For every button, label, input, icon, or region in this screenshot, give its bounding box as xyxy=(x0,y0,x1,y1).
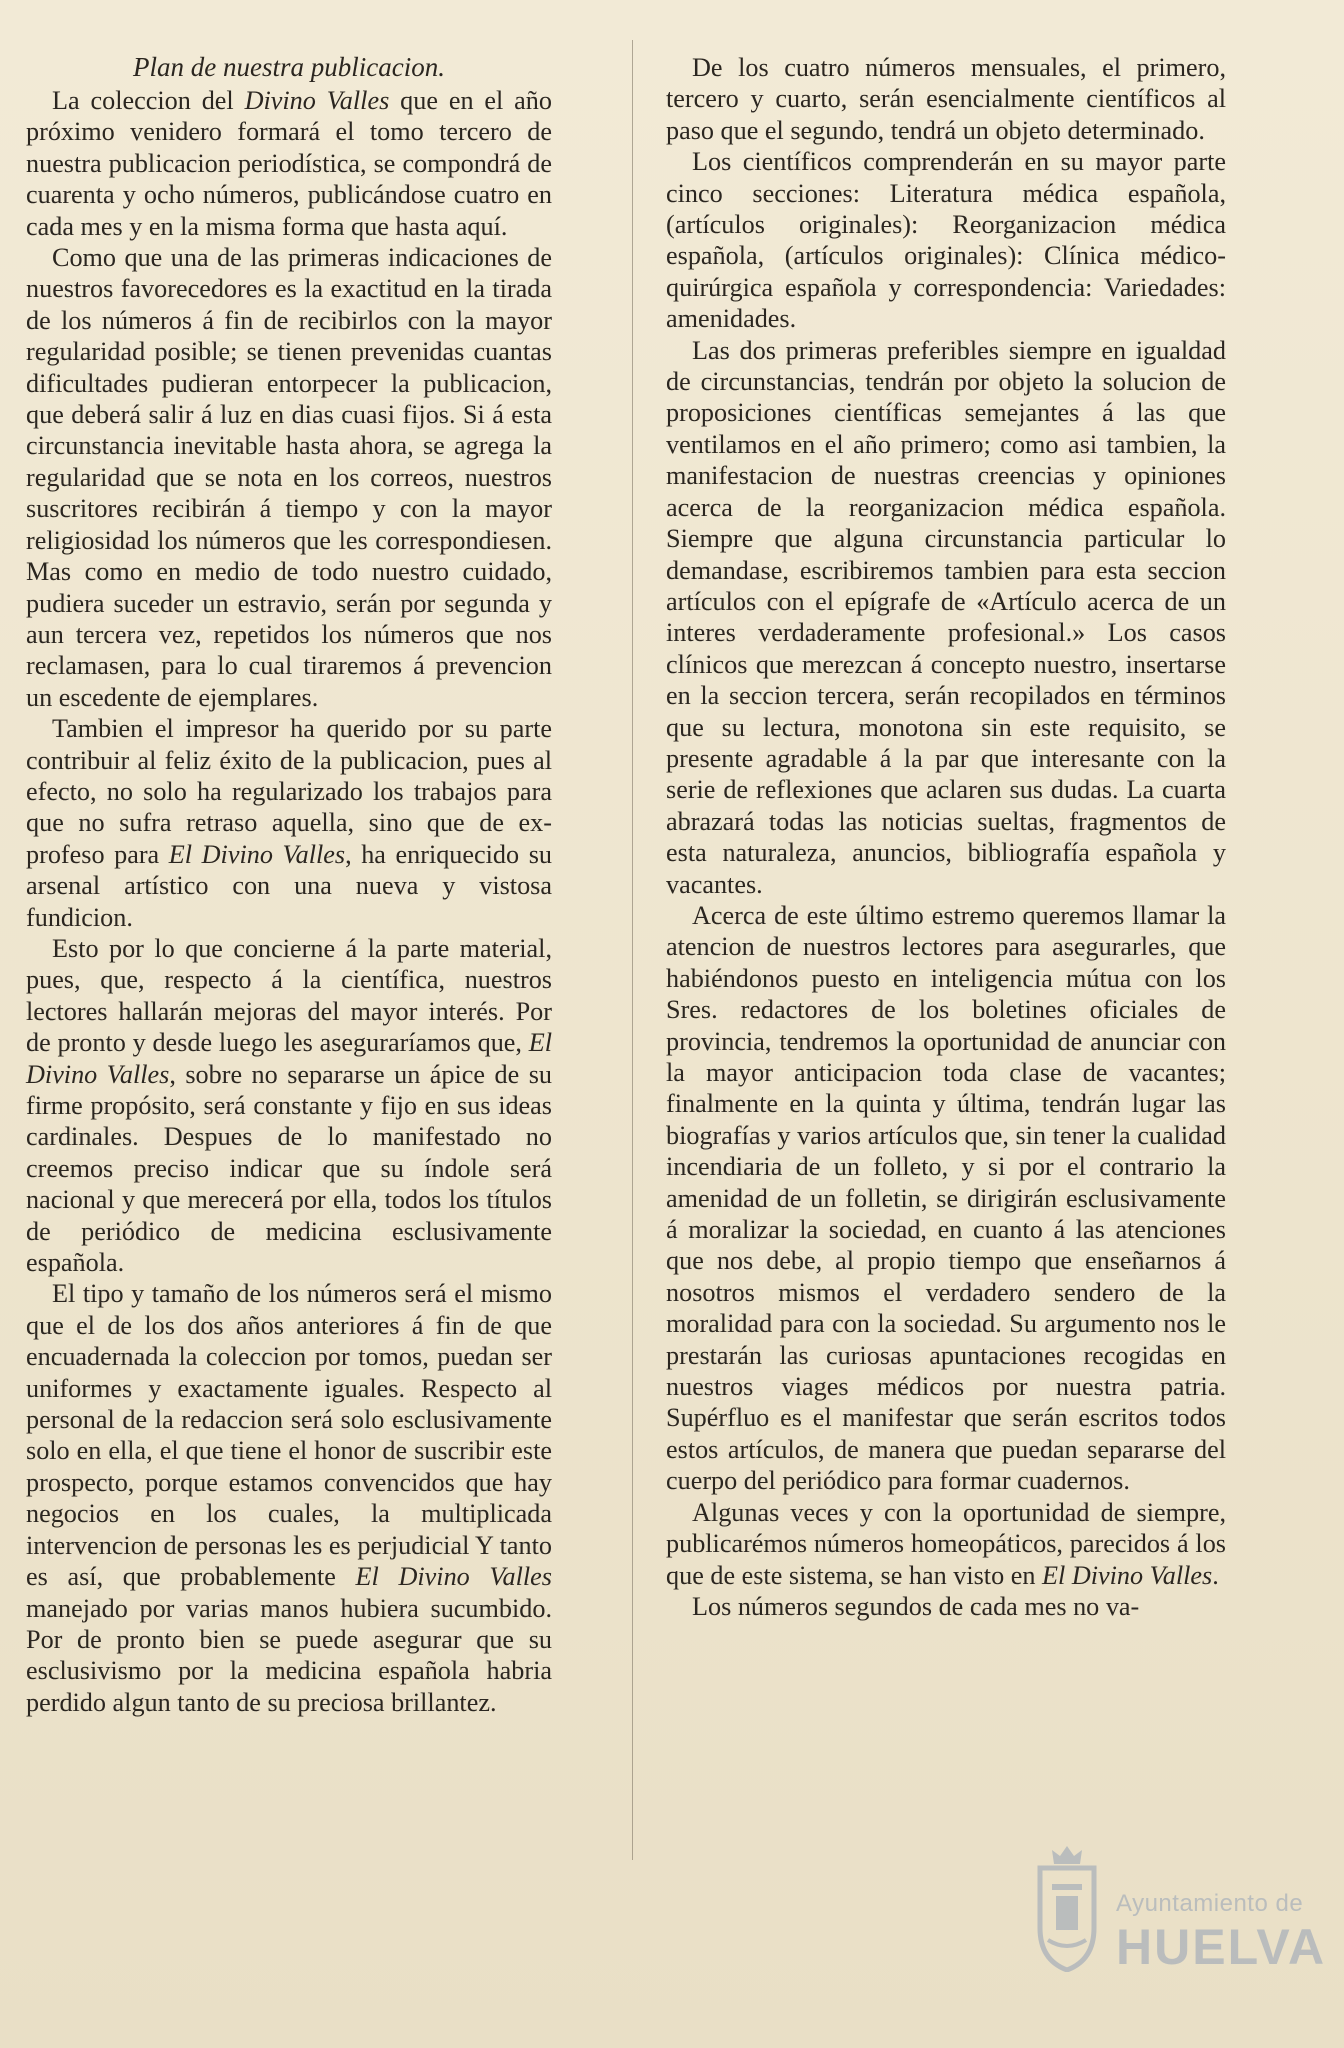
paragraph: Esto por lo que concierne á la parte material, pues, que, respecto á la científica, nuestros lectores hallarán mejoras del mayor interés. Por de pronto y desde luego les aseguraríamos que, El Divino Valles, sobre no separarse un ápice de su firme propósito, será constante y fijo en sus ideas cardinales. Despues de lo manifestado no creemos preciso indicar que su índole será nacional y que merecerá por ella, todos los títulos de periódico de medicina esclusivamente española. xyxy=(26,933,552,1278)
right-column xyxy=(666,52,1226,1622)
watermark-line-1: Ayuntamiento de xyxy=(1116,1890,1304,1917)
periodical-name: El Divino Valles xyxy=(1042,1560,1213,1590)
periodical-name: El Divino Valles xyxy=(26,1028,552,1089)
ayuntamiento-huelva-watermark xyxy=(1030,1834,1327,2004)
coat-of-arms-icon xyxy=(1030,1844,1104,1972)
paragraph: La coleccion del Divino Valles que en el año próximo venidero formará el tomo tercero de nuestra publicacion periodística, se compondrá de cuarenta y ocho números, publicándose cuatro en cada mes y en la misma forma que hasta aquí. xyxy=(26,86,552,241)
paragraph: Algunas veces y con la oportunidad de siempre, publicarémos números homeopáticos, parecidos á los que de este sistema, se han visto en El Divino Valles. xyxy=(666,1497,1226,1590)
column-divider xyxy=(632,40,633,1860)
article-title: Plan de nuestra publicacion. xyxy=(133,52,445,82)
watermark-line-2: HUELVA xyxy=(1116,1919,1327,1975)
paragraph: Acerca de este último estremo queremos llamar la atencion de nuestros lectores para asegurarles, que habiéndonos puesto en inteligencia mútua con los Sres. redactores de los boletines oficiales de provincia, tendremos la oportunidad de anunciar con la mayor anticipacion toda clase de vacantes; finalmente en la quinta y última, tendrán lugar las biografías y varios artículos que, sin tener la cualidad incendiaria de un folleto, y si por el contrario la amenidad de un folletin, se dirigirán esclusivamente á moralizar la sociedad, en cuanto á las atenciones que nos debe, al propio tiempo que enseñarnos á nosotros mismos el verdadero sendero de la moralidad para con la sociedad. Su argumento nos le prestarán las curiosas apuntaciones recogidas en nuestros viages médicos por nuestra patria. Supérfluo es el manifestar que serán escritos todos estos artículos, de manera que puedan separarse del cuerpo del periódico para formar cuadernos. xyxy=(666,900,1226,1496)
left-column xyxy=(26,52,552,1718)
paragraph: El tipo y tamaño de los números será el mismo que el de los dos años anteriores á fin de que encuadernada la coleccion por tomos, puedan ser uniformes y exactamente iguales. Respecto al personal de la redaccion será solo esclusivamente solo en ella, el que tiene el honor de suscribir este prospecto, porque estamos convencidos que hay negocios en los cuales, la multiplicada intervencion de personas les es perjudicial Y tanto es así, que probablemente El Divino Valles manejado por varias manos hubiera sucumbido. Por de pronto bien se puede asegurar que su esclusivismo por la medicina española habria perdido algun tanto de su preciosa brillantez. xyxy=(26,1279,552,1717)
paragraph: Las dos primeras preferibles siempre en igualdad de circunstancias, tendrán por objeto la solucion de proposiciones científicas semejantes á las que ventilamos en el año primero; como asi tambien, la manifestacion de nuestras creencias y opiniones acerca de la reorganizacion médica española. Siempre que alguna circunstancia particular lo demandase, escribiremos tambien para esta seccion artículos con el epígrafe de «Artículo acerca de un interes verdaderamente profesional.» Los casos clínicos que merezcan á concepto nuestro, insertarse en la seccion tercera, serán recopilados en términos que su lectura, monotona sin este requisito, se presente agradable á la par que interesante con la serie de reflexiones que aclaren sus dudas. La cuarta abrazará todas las noticias sueltas, fragmentos de esta naturaleza, anuncios, bibliografía española y vacantes. xyxy=(666,335,1226,899)
paragraph: De los cuatro números mensuales, el primero, tercero y cuarto, serán esencialmente científicos al paso que el segundo, tendrá un objeto determinado. xyxy=(666,53,1226,145)
paragraph: Los científicos comprenderán en su mayor parte cinco secciones: Literatura médica española, (artículos originales): Reorganizacion médica española, (artículos originales): Clínica médico-quirúrgica española y correspondencia: Variedades: amenidades. xyxy=(666,147,1226,334)
paragraph: Como que una de las primeras indicaciones de nuestros favorecedores es la exactitud en la tirada de los números á fin de recibirlos con la mayor regularidad posible; se tienen prevenidas cuantas dificultades pudieran entorpecer la publicacion, que deberá salir á luz en dias cuasi fijos. Si á esta circunstancia inevitable hasta ahora, se agrega la regularidad que se nota en los correos, nuestros suscritores recibirán á tiempo y con la mayor religiosidad los números que les correspondiesen. Mas como en medio de todo nuestro cuidado, pudiera suceder un estravio, serán por segunda y aun tercera vez, repetidos los números que nos reclamasen, para lo cual tiraremos á prevencion un escedente de ejemplares. xyxy=(26,243,552,712)
paragraph: Los números segundos de cada mes no va- xyxy=(692,1591,1140,1621)
periodical-name: El Divino Valles xyxy=(168,839,346,869)
periodical-name: Divino Valles xyxy=(244,86,390,115)
periodical-name: El Divino Valles xyxy=(355,1562,552,1592)
paragraph: Tambien el impresor ha querido por su parte contribuir al feliz éxito de la publicacion, pues al efecto, no solo ha regularizado los trabajos para que no sufra retraso aquella, sino que de ex-profeso para El Divino Valles, ha enriquecido su arsenal artístico con una nueva y vistosa fundicion. xyxy=(26,714,552,932)
